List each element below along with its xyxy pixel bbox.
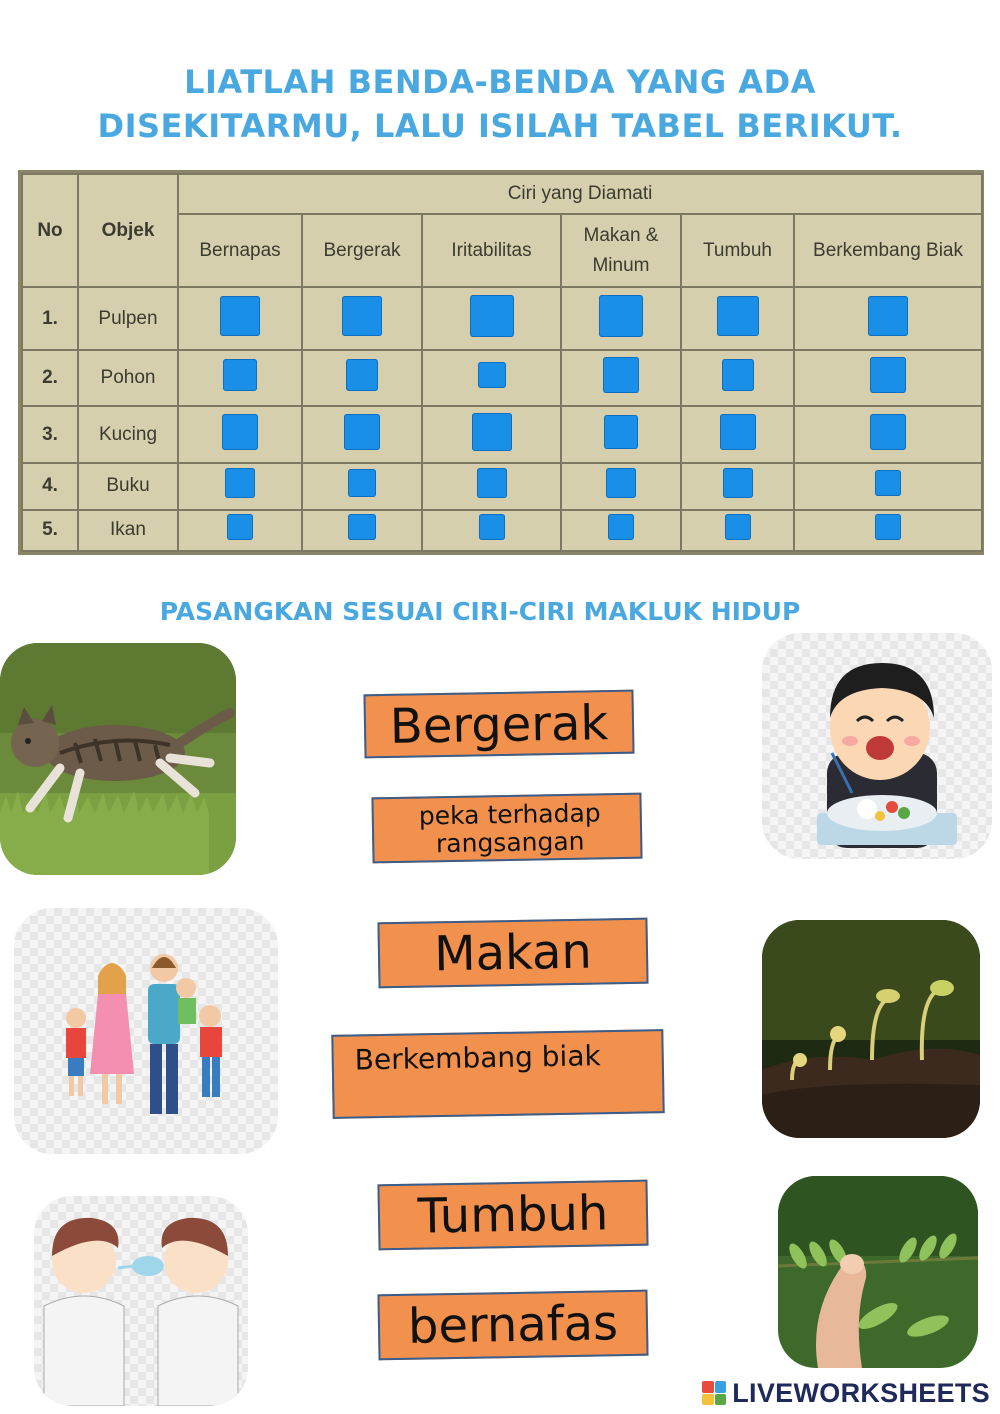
answer-box[interactable]: [223, 359, 257, 391]
row-number: 5.: [22, 510, 78, 551]
label-peka-text: peka terhadap rangsangan: [418, 798, 601, 859]
row-objek: Pulpen: [78, 287, 178, 350]
answer-box[interactable]: [342, 296, 382, 336]
label-berkembang-biak[interactable]: [331, 1029, 664, 1119]
answer-box[interactable]: [720, 414, 756, 450]
answer-box[interactable]: [220, 296, 260, 336]
answer-box[interactable]: [608, 514, 634, 540]
label-tumbuh[interactable]: [377, 1180, 648, 1251]
liveworksheets-logo-icon: [702, 1381, 726, 1405]
answer-box[interactable]: [472, 413, 512, 451]
title-line-1: LIATLAH BENDA-BENDA YANG ADA: [184, 63, 816, 101]
label-makan[interactable]: [377, 918, 648, 989]
label-berkembang-text: Berkembang biak: [354, 1039, 601, 1077]
label-peka-rangsangan[interactable]: [371, 793, 642, 864]
answer-box[interactable]: [348, 514, 376, 540]
label-bernafas-text: bernafas: [407, 1295, 619, 1355]
sprouts-icon: [762, 920, 980, 1138]
answer-box[interactable]: [868, 296, 908, 336]
row-objek: Ikan: [78, 510, 178, 551]
header-bernapas: Bernapas: [178, 214, 302, 287]
observation-grid: [21, 173, 983, 552]
row-objek: Buku: [78, 463, 178, 509]
answer-box[interactable]: [599, 295, 643, 337]
answer-box[interactable]: [717, 296, 759, 336]
brand-text: LIVEWORKSHEETS: [732, 1377, 990, 1408]
family-picture[interactable]: [14, 908, 278, 1154]
table-row: [22, 510, 982, 551]
label-bernafas[interactable]: [377, 1290, 648, 1361]
row-objek: Kucing: [78, 406, 178, 463]
answer-box[interactable]: [346, 359, 378, 391]
answer-box[interactable]: [606, 468, 636, 498]
title-line-2: DISEKITARMU, LALU ISILAH TABEL BERIKUT.: [97, 107, 903, 145]
answer-box[interactable]: [477, 468, 507, 498]
label-tumbuh-text: Tumbuh: [417, 1185, 609, 1245]
label-bergerak[interactable]: [363, 690, 634, 759]
header-tumbuh: Tumbuh: [681, 214, 794, 287]
answer-box[interactable]: [722, 359, 754, 391]
header-berkembang-biak: Berkembang Biak: [794, 214, 982, 287]
breathing-picture[interactable]: [34, 1196, 248, 1406]
table-row: [22, 463, 982, 509]
answer-box[interactable]: [478, 362, 506, 388]
answer-box[interactable]: [222, 414, 258, 450]
answer-box[interactable]: [225, 468, 255, 498]
header-makan-minum: Makan & Minum: [561, 214, 681, 287]
label-bergerak-text: Bergerak: [389, 695, 609, 755]
answer-box[interactable]: [479, 514, 505, 540]
answer-box[interactable]: [603, 357, 639, 393]
row-number: 1.: [22, 287, 78, 350]
answer-box[interactable]: [870, 357, 906, 393]
sprouts-picture[interactable]: [762, 920, 980, 1138]
table-row: [22, 350, 982, 407]
cat-picture[interactable]: [0, 643, 236, 875]
boy-eating-icon: [762, 633, 992, 859]
header-no: No: [22, 174, 78, 287]
answer-box[interactable]: [875, 470, 901, 496]
answer-box[interactable]: [470, 295, 514, 337]
page-title: [60, 60, 940, 148]
answer-box[interactable]: [875, 514, 901, 540]
liveworksheets-brand: [702, 1378, 990, 1408]
row-number: 2.: [22, 350, 78, 407]
header-bergerak: Bergerak: [302, 214, 422, 287]
running-cat-icon: [0, 643, 236, 875]
row-number: 3.: [22, 406, 78, 463]
table-row: [22, 287, 982, 350]
row-number: 4.: [22, 463, 78, 509]
mimosa-icon: [778, 1176, 978, 1368]
answer-box[interactable]: [725, 514, 751, 540]
row-objek: Pohon: [78, 350, 178, 407]
header-objek: Objek: [78, 174, 178, 287]
header-iritabilitas: Iritabilitas: [422, 214, 561, 287]
answer-box[interactable]: [348, 469, 376, 497]
matching-instructions: PASANGKAN SESUAI CIRI-CIRI MAKLUK HIDUP: [159, 597, 801, 626]
breathing-icon: [34, 1196, 248, 1406]
boy-eating-picture[interactable]: [762, 633, 992, 859]
table-row: [22, 406, 982, 463]
label-makan-text: Makan: [433, 923, 593, 983]
answer-box[interactable]: [870, 414, 906, 450]
answer-box[interactable]: [344, 414, 380, 450]
observation-table: [18, 170, 984, 555]
answer-box[interactable]: [723, 468, 753, 498]
mimosa-picture[interactable]: [778, 1176, 978, 1368]
family-icon: [14, 908, 278, 1154]
answer-box[interactable]: [604, 415, 638, 449]
header-ciri-diamati: Ciri yang Diamati: [178, 174, 982, 214]
answer-box[interactable]: [227, 514, 253, 540]
